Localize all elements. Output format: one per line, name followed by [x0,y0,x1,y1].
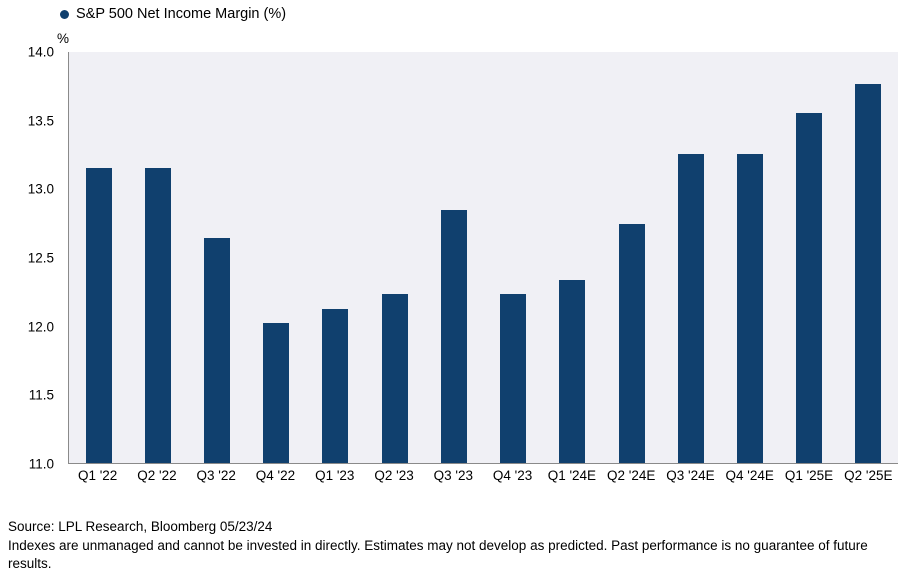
plot-area [68,52,898,464]
chart-legend [60,6,286,22]
bar-slot [720,52,779,463]
bar[interactable] [737,154,763,463]
bar-slot [69,52,128,463]
disclaimer-text: Indexes are unmanaged and cannot be invested in directly. Estimates may not develop as predicted. Past performance is no guarantee of future results. [8,538,868,572]
x-axis-tick-label: Q4 '23 [492,468,533,483]
bar-slot [247,52,306,463]
bar[interactable] [263,323,289,463]
plot-wrapper [68,52,898,464]
legend-label: S&P 500 Net Income Margin (%) [76,6,287,22]
bar[interactable] [322,309,348,463]
source-text: Source: LPL Research, Bloomberg 05/23/24 [8,519,273,534]
bar[interactable] [382,294,408,463]
x-axis-tick-label: Q1 '25E [784,468,834,483]
x-axis-tick-label: Q4 '22 [255,468,296,483]
bar[interactable] [441,210,467,463]
bar-slot [661,52,720,463]
x-axis-tick-label: Q3 '24E [666,468,715,483]
bar-slot [365,52,424,463]
bar[interactable] [204,238,230,463]
bar-series [69,52,898,463]
y-axis-tick-label: 12.5 [27,250,54,266]
y-axis-tick-label: 12.0 [27,319,54,335]
y-axis [0,44,62,472]
bar[interactable] [145,168,171,463]
chart-footnotes [8,518,904,574]
bar[interactable] [559,280,585,463]
bar[interactable] [619,224,645,463]
y-axis-unit-label: % [57,31,70,46]
y-axis-tick-label: 11.5 [28,387,54,403]
bar[interactable] [855,84,881,463]
x-axis [68,468,898,483]
bar[interactable] [500,294,526,463]
bar-slot [839,52,898,463]
bar[interactable] [796,113,822,463]
bar-slot [543,52,602,463]
bar-slot [484,52,543,463]
x-axis-tick-label: Q3 '22 [196,468,236,483]
x-axis-tick-label: Q2 '25E [844,468,893,483]
legend-marker-icon [60,10,69,19]
x-axis-tick-label: Q2 '24E [606,468,656,483]
bar-slot [780,52,839,463]
x-axis-tick-label: Q2 '23 [374,468,414,483]
y-axis-tick-label: 14.0 [27,44,54,60]
bar-slot [602,52,661,463]
bar-slot [187,52,246,463]
bar[interactable] [678,154,704,463]
x-axis-tick-label: Q1 '23 [315,468,355,483]
y-axis-tick-label: 13.0 [27,181,54,197]
y-axis-tick-label: 11.0 [28,456,54,472]
bar[interactable] [86,168,112,463]
x-axis-tick-label: Q2 '22 [137,468,177,483]
y-axis-tick-label: 13.5 [27,113,54,129]
x-axis-tick-label: Q1 '24E [547,468,597,483]
x-axis-tick-label: Q4 '24E [725,468,774,483]
x-axis-tick-label: Q1 '22 [77,468,118,483]
bar-slot [306,52,365,463]
x-axis-tick-label: Q3 '23 [433,468,473,483]
bar-slot [128,52,187,463]
bar-slot [424,52,483,463]
